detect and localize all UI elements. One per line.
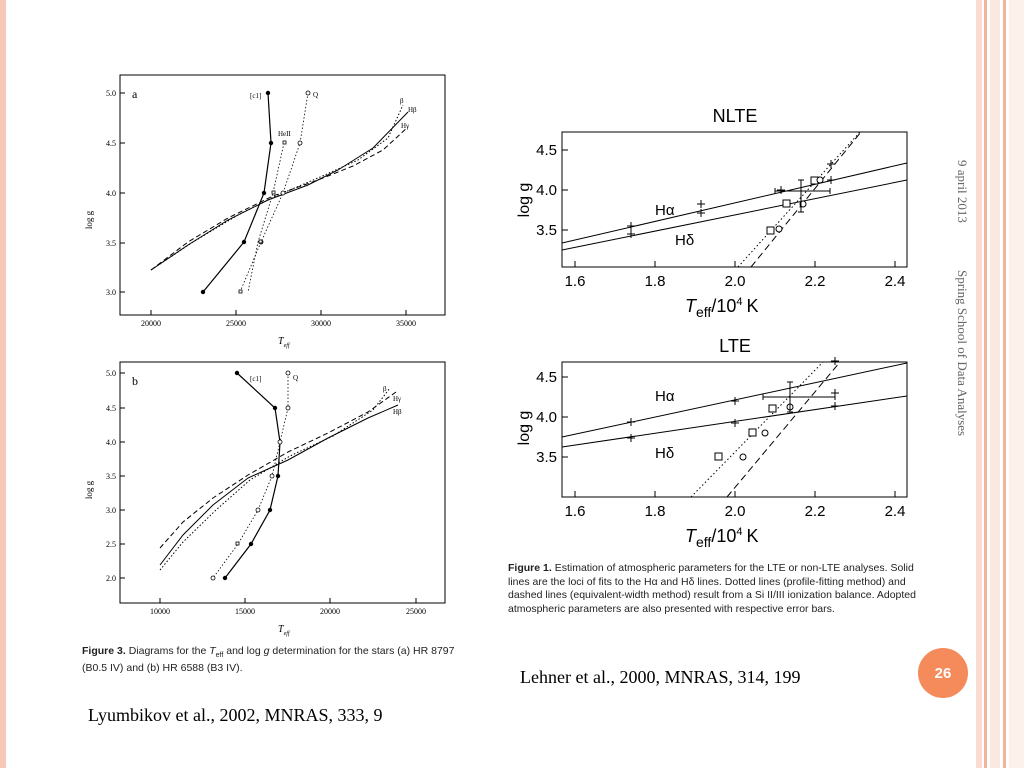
figure1-caption xyxy=(508,562,918,616)
curve-c1 xyxy=(203,93,271,292)
slide-date: 9 april 2013 xyxy=(955,160,970,223)
panel-title: NLTE xyxy=(712,106,758,126)
y-tick-label: 4.5 xyxy=(106,404,116,413)
citation-lehner: Lehner et al., 2000, MNRAS, 314, 199 xyxy=(520,667,801,687)
x-tick-label: 35000 xyxy=(396,319,416,328)
x-tick-label: 2.2 xyxy=(804,273,826,290)
panel-letter: b xyxy=(132,374,138,388)
side-text xyxy=(950,160,972,490)
open-markers xyxy=(767,177,823,234)
curve-beta xyxy=(151,105,403,270)
citation-lyumbikov: Lyumbikov et al., 2002, MNRAS, 333, 9 xyxy=(88,705,383,725)
teff-sub: eff xyxy=(215,652,224,660)
panel-letter: a xyxy=(132,87,138,101)
plot-frame xyxy=(562,362,907,497)
x-ticks xyxy=(150,598,426,616)
x-tick-label: 20000 xyxy=(141,319,161,328)
label-hdelta: Hδ xyxy=(675,232,695,249)
label-q: Q xyxy=(293,374,299,382)
x-axis-label: $T_{eff}$ xyxy=(278,336,290,349)
slide-title: Spring School of Data Analyses xyxy=(955,270,970,437)
x-tick-label: 2.0 xyxy=(724,273,746,290)
right-stripe xyxy=(1009,0,1024,768)
x-axis-label: $T_{eff}/10^4$ K xyxy=(685,526,759,550)
x-tick-label: 1.8 xyxy=(644,503,666,520)
y-axis-label: log g xyxy=(516,182,533,218)
y-ticks xyxy=(106,89,125,297)
line-dashed xyxy=(727,362,840,497)
markers-c1 xyxy=(201,91,273,294)
curve-hbeta xyxy=(160,405,398,565)
right-stripe xyxy=(984,0,987,768)
y-tick-label: 4.0 xyxy=(536,409,557,426)
panel-title: LTE xyxy=(719,336,751,356)
label-hdelta: Hδ xyxy=(655,445,675,462)
y-tick-label: 3.5 xyxy=(536,222,557,239)
x-ticks xyxy=(565,261,906,290)
caption-text: Estimation of atmospheric parameters for the LTE or non-LTE analyses. Solid lines are the loci of fits to the Hα and Hδ lines. Dotted lines (profile-fitting method) and dashed lines (equivalent-width method) result from a Si II/III ionization balance. Adopted atmospheric parameters are also presented with respective error bars. xyxy=(508,562,916,615)
x-tick-label: 2.4 xyxy=(884,503,906,520)
plus-markers xyxy=(627,160,835,238)
y-tick-label: 4.5 xyxy=(536,142,557,159)
y-axis-label: log g xyxy=(84,210,94,230)
x-tick-label: 1.8 xyxy=(644,273,666,290)
x-tick-label: 15000 xyxy=(235,607,255,616)
y-tick-label: 4.0 xyxy=(536,182,557,199)
x-axis-label: $T_{eff}$ xyxy=(278,624,290,637)
y-tick-label: 5.0 xyxy=(106,369,116,378)
caption-text: and log xyxy=(226,645,261,657)
label-halpha: Hα xyxy=(655,202,675,219)
y-tick-label: 4.5 xyxy=(536,369,557,386)
figure1-nlte-panel xyxy=(505,100,925,325)
label-c1: [c1] xyxy=(250,375,262,383)
x-ticks xyxy=(565,491,906,520)
y-tick-label: 2.5 xyxy=(106,540,116,549)
x-tick-label: 25000 xyxy=(406,607,426,616)
x-axis-label: $T_{eff}/10^4$ K xyxy=(685,296,759,320)
figure3-panel-a xyxy=(78,70,458,360)
y-ticks xyxy=(536,369,568,466)
g-symbol: g xyxy=(263,645,270,657)
y-axis-label: log g xyxy=(516,410,533,446)
label-halpha: Hα xyxy=(655,388,675,405)
page-number-badge: 26 xyxy=(918,648,968,698)
y-tick-label: 3.5 xyxy=(106,239,116,248)
caption-text: determination for the stars (a) HR 8797 (B0.5 IV) and (b) HR 6588 (B3 IV). xyxy=(82,645,455,675)
y-axis-label: log g xyxy=(84,480,94,500)
x-tick-label: 2.4 xyxy=(884,273,906,290)
label-hbeta: Hβ xyxy=(393,408,402,416)
y-tick-label: 3.0 xyxy=(106,506,116,515)
y-tick-label: 4.0 xyxy=(106,438,116,447)
line-halpha xyxy=(562,163,907,243)
right-stripe xyxy=(976,0,982,768)
x-tick-label: 1.6 xyxy=(564,273,586,290)
figure1-lte-panel xyxy=(505,330,925,555)
open-markers xyxy=(715,404,793,460)
label-heii: HeII xyxy=(278,130,291,138)
caption-label: Figure 1. xyxy=(508,562,552,574)
x-tick-label: 2.0 xyxy=(724,503,746,520)
y-tick-label: 3.0 xyxy=(106,288,116,297)
label-beta: β xyxy=(383,385,387,393)
label-beta: β xyxy=(400,97,404,105)
x-tick-label: 20000 xyxy=(320,607,340,616)
left-border xyxy=(0,0,6,768)
caption-text: Diagrams for the xyxy=(128,645,207,657)
y-tick-label: 2.0 xyxy=(106,574,116,583)
x-tick-label: 10000 xyxy=(150,607,170,616)
y-tick-label: 4.0 xyxy=(106,189,116,198)
right-stripe xyxy=(990,0,1000,768)
label-hgamma: Hγ xyxy=(401,122,410,130)
curve-beta xyxy=(160,388,390,570)
y-ticks xyxy=(106,369,125,583)
right-stripe xyxy=(1003,0,1006,768)
x-tick-label: 25000 xyxy=(226,319,246,328)
markers-q xyxy=(239,91,310,293)
label-hgamma: Hγ xyxy=(393,395,402,403)
teff-symbol: T xyxy=(209,645,216,657)
figure3-caption xyxy=(82,645,462,675)
x-tick-label: 30000 xyxy=(311,319,331,328)
x-tick-label: 2.2 xyxy=(804,503,826,520)
line-dotted xyxy=(691,362,823,497)
label-q: Q xyxy=(313,91,319,99)
x-tick-label: 1.6 xyxy=(564,503,586,520)
line-hdelta xyxy=(562,180,907,250)
line-dashed xyxy=(751,132,861,267)
label-hbeta: Hβ xyxy=(408,106,417,114)
y-tick-label: 4.5 xyxy=(106,139,116,148)
y-tick-label: 3.5 xyxy=(536,449,557,466)
plot-frame xyxy=(562,132,907,267)
y-tick-label: 5.0 xyxy=(106,89,116,98)
y-ticks xyxy=(536,142,568,239)
y-tick-label: 3.5 xyxy=(106,472,116,481)
line-dotted xyxy=(738,132,860,267)
curve-hgamma xyxy=(151,127,408,270)
x-ticks xyxy=(141,310,416,328)
figure3-panel-b xyxy=(78,350,458,645)
caption-label: Figure 3. xyxy=(82,645,126,657)
label-c1: [c1] xyxy=(250,92,262,100)
